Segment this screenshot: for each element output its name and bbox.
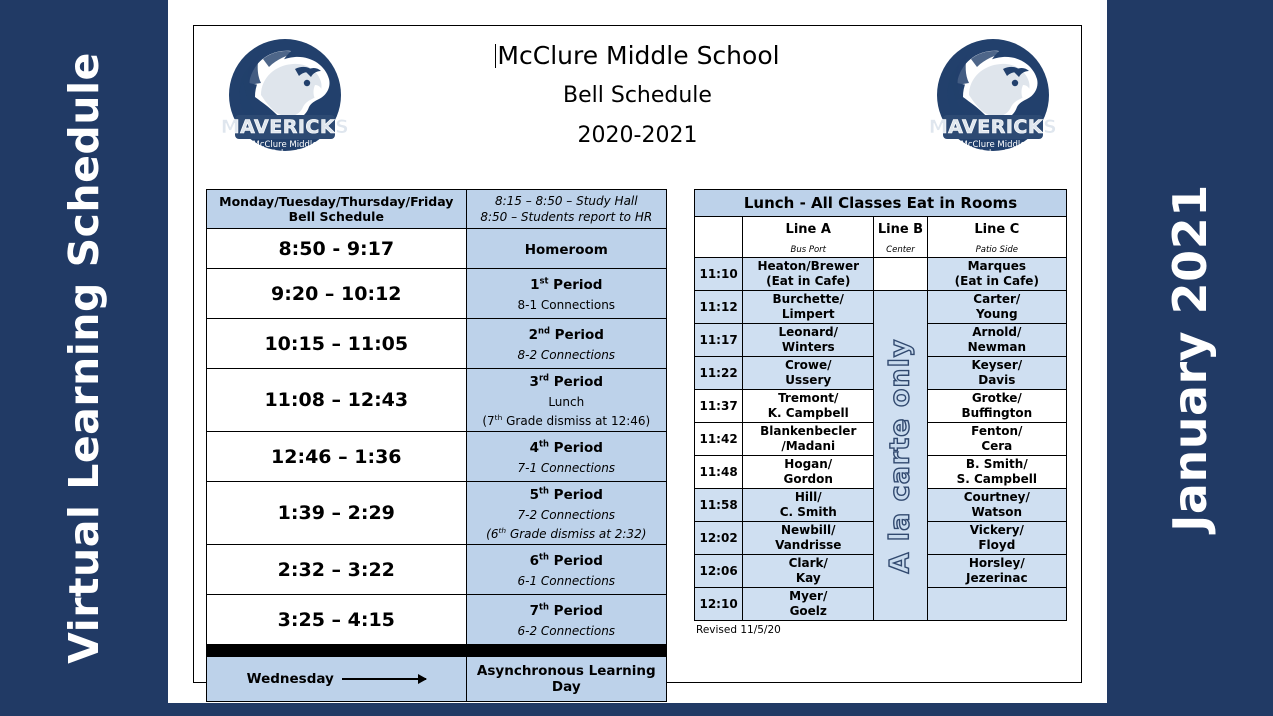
title-year: 2020-2021	[577, 123, 698, 148]
bell-header-left: Monday/Tuesday/Thursday/Friday Bell Schedule	[207, 190, 467, 229]
lunch-row-time: 11:22	[695, 357, 743, 390]
bell-schedule-row	[207, 269, 667, 319]
lunch-row-time: 11:37	[695, 390, 743, 423]
bell-row-time: 10:15 – 11:05	[207, 319, 467, 369]
bell-row-time: 1:39 – 2:29	[207, 482, 467, 545]
lunch-row-time: 11:42	[695, 423, 743, 456]
lunch-row-line-a: Crowe/ Ussery	[743, 357, 874, 390]
lunch-row-line-c: Carter/ Young	[927, 291, 1066, 324]
lunch-row-line-a: Tremont/ K. Campbell	[743, 390, 874, 423]
right-band-label: January 2021	[1163, 184, 1217, 532]
bell-row-description: 5th Period 7-2 Connections (6th Grade dismiss at 2:32)	[466, 482, 666, 545]
lunch-row-line-c: Grotke/ Buffington	[927, 390, 1066, 423]
lunch-row-line-a: Myer/ Goelz	[743, 588, 874, 621]
lunch-row-line-a: Burchette/ Limpert	[743, 291, 874, 324]
bell-schedule-table	[206, 189, 667, 702]
bell-schedule-row	[207, 432, 667, 482]
lunch-column-header-row	[695, 217, 1067, 258]
bell-schedule-row	[207, 545, 667, 595]
lunch-row-time: 12:10	[695, 588, 743, 621]
lunch-row-line-a: Newbill/ Vandrisse	[743, 522, 874, 555]
bell-row-time: 9:20 – 10:12	[207, 269, 467, 319]
lunch-row-line-c: Fenton/ Cera	[927, 423, 1066, 456]
lunch-row-line-c: Marques (Eat in Cafe)	[927, 258, 1066, 291]
svg-text:McClure Middle: McClure Middle	[252, 140, 318, 150]
revised-date: Revised 11/5/20	[696, 624, 781, 636]
lunch-row-time: 12:02	[695, 522, 743, 555]
lunch-row-line-a: Heaton/Brewer (Eat in Cafe)	[743, 258, 874, 291]
white-sheet	[176, 0, 1107, 703]
lunch-row-line-a: Blankenbecler /Madani	[743, 423, 874, 456]
lunch-row-line-c: Arnold/ Newman	[927, 324, 1066, 357]
title-subtitle: Bell Schedule	[563, 83, 712, 108]
bell-row-description: 2nd Period 8-2 Connections	[466, 319, 666, 369]
lunch-row-time: 11:48	[695, 456, 743, 489]
bell-schedule-row	[207, 229, 667, 269]
school-name: McClure Middle School	[497, 41, 780, 70]
lunch-row-time: 11:10	[695, 258, 743, 291]
bell-row-description: Homeroom	[466, 229, 666, 269]
arrow-right-icon	[342, 678, 426, 680]
lunch-row-line-c: Keyser/ Davis	[927, 357, 1066, 390]
separator-cell-left	[207, 645, 467, 657]
bell-schedule-row	[207, 482, 667, 545]
bell-row-description: 4th Period 7-1 Connections	[466, 432, 666, 482]
right-navy-band	[1107, 0, 1273, 716]
lunch-title: Lunch - All Classes Eat in Rooms	[695, 190, 1067, 217]
svg-text:MAVERICKS: MAVERICKS	[220, 116, 350, 138]
content-frame	[193, 25, 1082, 695]
bell-row-time: 8:50 - 9:17	[207, 229, 467, 269]
wednesday-label: Wednesday	[246, 671, 334, 687]
lunch-row	[695, 258, 1067, 291]
bell-row-description: 7th Period 6-2 Connections	[466, 595, 666, 645]
bell-row-time: 3:25 – 4:15	[207, 595, 467, 645]
document-header	[194, 26, 1081, 178]
bell-row-time: 2:32 – 3:22	[207, 545, 467, 595]
bell-header-row	[207, 190, 667, 229]
line-b-a-la-carte-cell	[874, 291, 927, 621]
svg-text:MAVERICKS: MAVERICKS	[928, 116, 1058, 138]
lunch-row-time: 12:06	[695, 555, 743, 588]
bell-schedule-row	[207, 369, 667, 432]
a-la-carte-label: A la carte only	[884, 338, 916, 573]
mavericks-logo-left	[219, 33, 351, 165]
lunch-row	[695, 291, 1067, 324]
wednesday-label-cell	[207, 657, 467, 702]
lunch-column-header	[695, 217, 743, 258]
lunch-table	[694, 189, 1067, 621]
wednesday-value-cell: Asynchronous Learning Day	[466, 657, 666, 702]
lunch-row-line-a: Leonard/ Winters	[743, 324, 874, 357]
separator-cell-right	[466, 645, 666, 657]
svg-text:School: School	[270, 149, 300, 159]
lunch-row-line-c: Courtney/ Watson	[927, 489, 1066, 522]
lunch-row-line-a: Hill/ C. Smith	[743, 489, 874, 522]
bell-row-description: 1st Period 8-1 Connections	[466, 269, 666, 319]
lunch-column-header: Line A Bus Port	[743, 217, 874, 258]
lunch-column-header: Line B Center	[874, 217, 927, 258]
title-block	[394, 36, 881, 156]
mavericks-logo-right	[927, 33, 1059, 165]
bell-row-description: 3rd Period Lunch (7th Grade dismiss at 12:46)	[466, 369, 666, 432]
left-band-label: Virtual Learning Schedule	[60, 52, 108, 664]
bottom-navy-band	[0, 703, 1273, 716]
bell-header-right: 8:15 – 8:50 – Study Hall 8:50 – Students report to HR	[466, 190, 666, 229]
lunch-row-line-c: Vickery/ Floyd	[927, 522, 1066, 555]
lunch-row-time: 11:58	[695, 489, 743, 522]
lunch-row-time: 11:17	[695, 324, 743, 357]
lunch-row-line-b	[874, 258, 927, 291]
title-school-line	[394, 36, 881, 76]
black-separator-row	[207, 645, 667, 657]
bell-row-time: 12:46 – 1:36	[207, 432, 467, 482]
lunch-title-row	[695, 190, 1067, 217]
lunch-row-line-a: Clark/ Kay	[743, 555, 874, 588]
lunch-row-time: 11:12	[695, 291, 743, 324]
bell-schedule-row	[207, 319, 667, 369]
svg-text:School: School	[978, 149, 1008, 159]
bell-row-description: 6th Period 6-1 Connections	[466, 545, 666, 595]
lunch-row-line-a: Hogan/ Gordon	[743, 456, 874, 489]
bell-schedule-row	[207, 595, 667, 645]
lunch-table-wrap	[694, 189, 1067, 636]
bell-row-time: 11:08 – 12:43	[207, 369, 467, 432]
lunch-column-header: Line C Patio Side	[927, 217, 1066, 258]
lunch-row-line-c: Horsley/ Jezerinac	[927, 555, 1066, 588]
lunch-row-line-c: B. Smith/ S. Campbell	[927, 456, 1066, 489]
svg-text:McClure Middle: McClure Middle	[960, 140, 1026, 150]
wednesday-row	[207, 657, 667, 702]
left-navy-band	[0, 0, 168, 716]
lunch-row-line-c	[927, 588, 1066, 621]
